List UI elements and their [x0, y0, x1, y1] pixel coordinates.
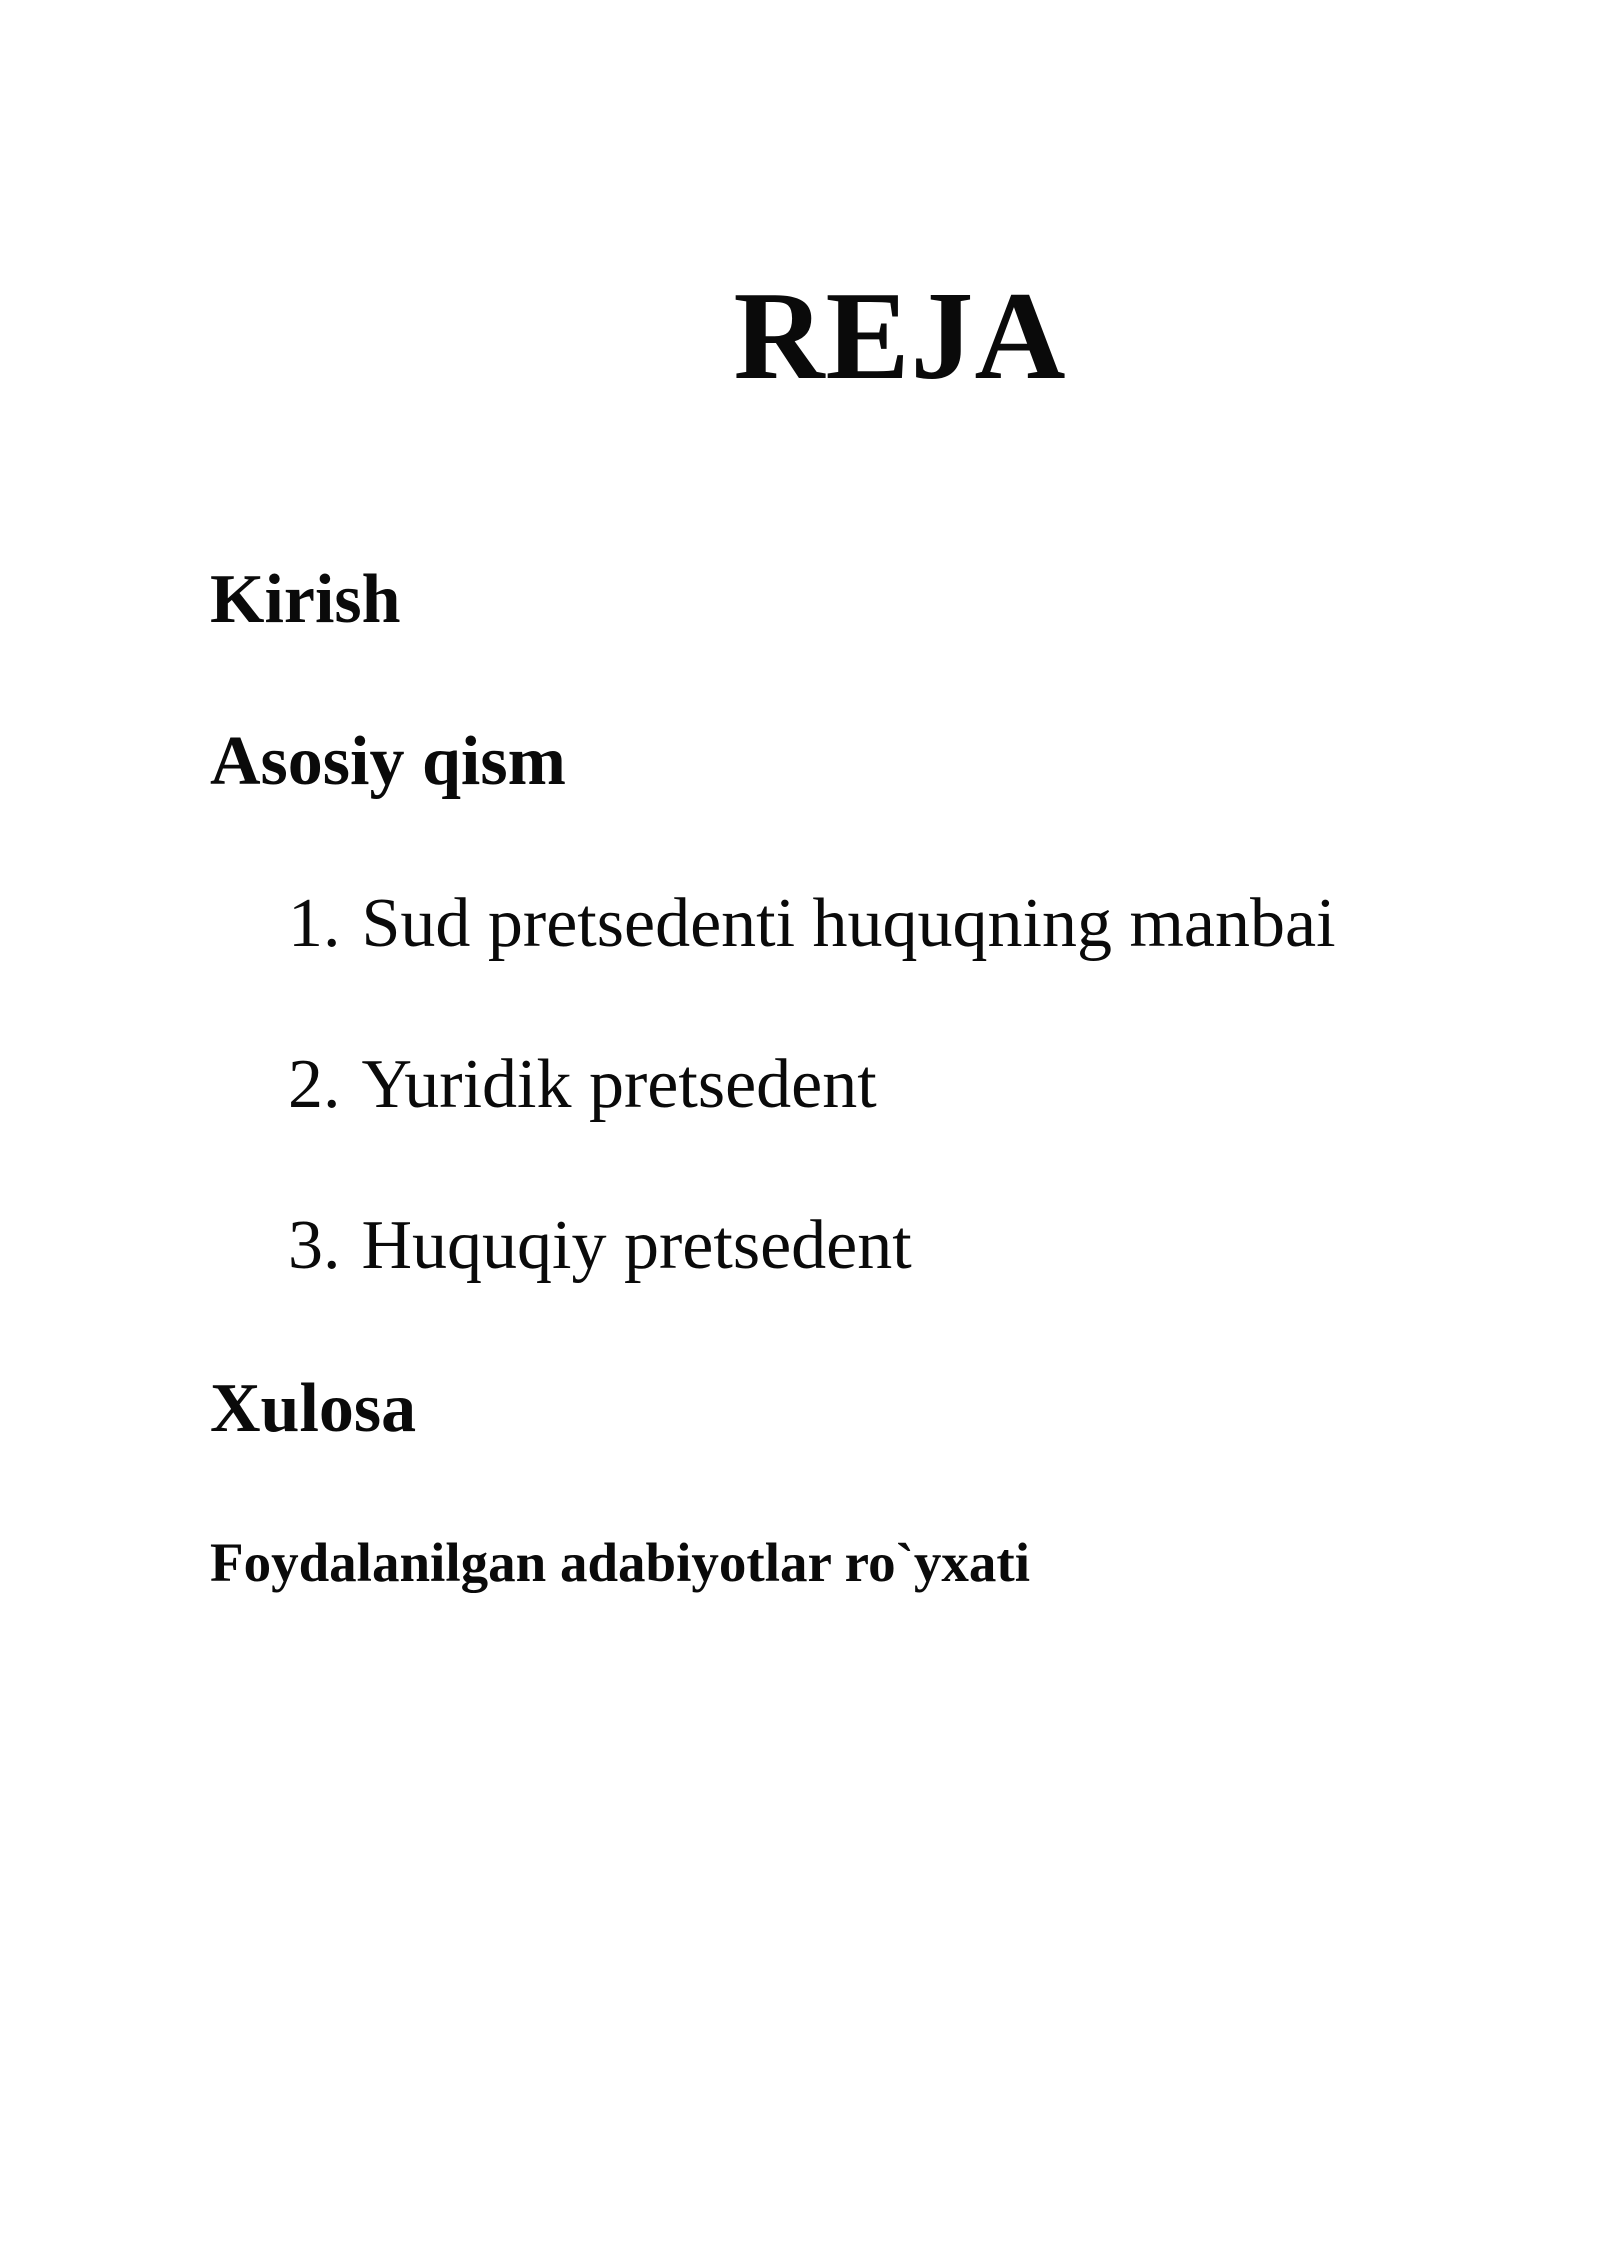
list-item — [288, 1204, 912, 1288]
list-item-text: Yuridik pretsedent — [361, 1046, 877, 1123]
list-item — [288, 882, 1336, 966]
list-item-number: 2. — [288, 1046, 341, 1123]
section-conclusion: Xulosa — [210, 1370, 417, 1447]
section-main-part: Asosiy qism — [210, 723, 566, 800]
page-title: REJA — [733, 267, 1067, 406]
section-references: Foydalanilgan adabiyotlar ro`yxati — [210, 1532, 1031, 1593]
list-item-number: 3. — [288, 1207, 341, 1284]
section-intro: Kirish — [210, 561, 401, 638]
list-item — [288, 1043, 877, 1127]
list-item-text: Huquqiy pretsedent — [361, 1207, 912, 1284]
list-item-number: 1. — [288, 885, 341, 962]
list-item-text: Sud pretsedenti huquqning manbai — [361, 885, 1336, 962]
